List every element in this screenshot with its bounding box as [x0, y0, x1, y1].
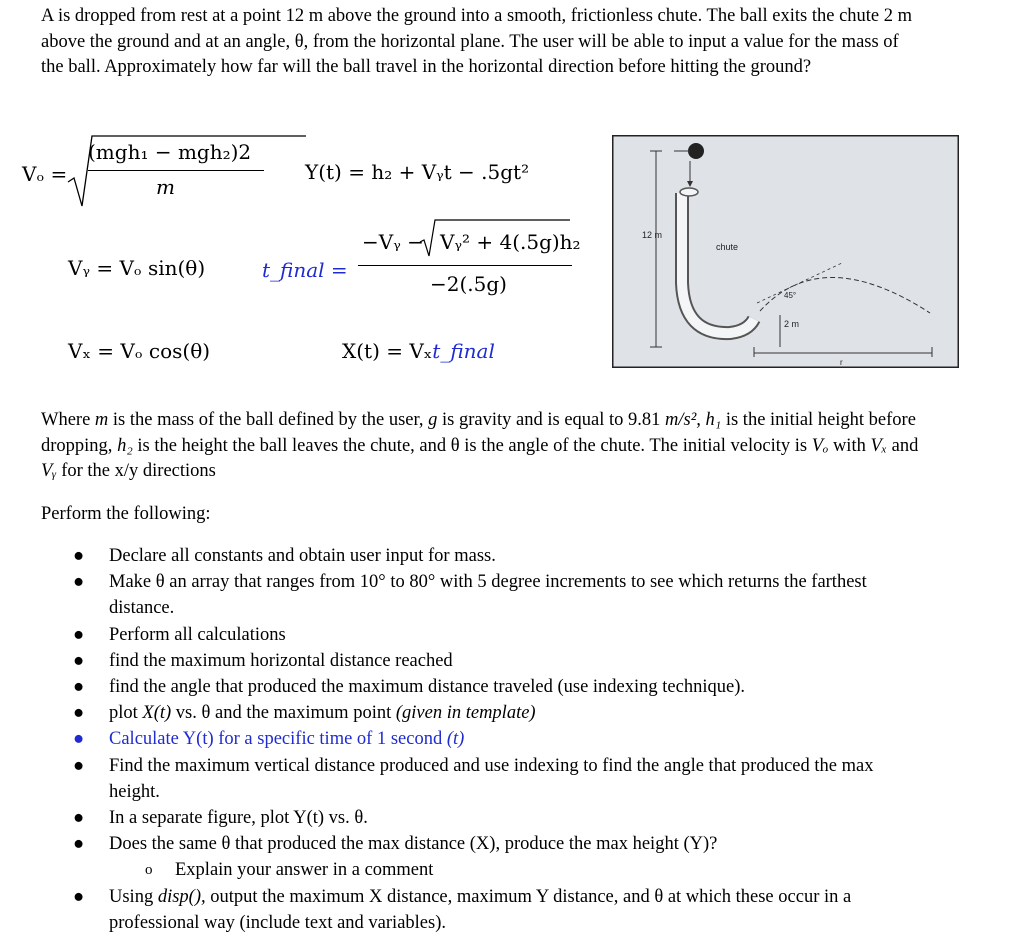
vx-equation: Vₓ = Vₒ cos(θ): [68, 339, 211, 363]
exit-height-label: 2 m: [784, 319, 800, 329]
sub-list-item: o Explain your answer in a comment: [145, 860, 434, 881]
tfinal-lhs: t_final =: [262, 258, 348, 282]
tfinal-num-root: Vᵧ² + 4(.5g)h₂: [440, 230, 581, 254]
tfinal-num-a: −Vᵧ −: [362, 230, 424, 254]
tfinal-fraction-bar: [358, 265, 572, 266]
xt-equation: [342, 339, 495, 363]
ball-icon: [688, 143, 704, 159]
vo-lhs: Vₒ =: [22, 162, 68, 186]
height-label: 12 m: [642, 230, 663, 240]
tfinal-equation: [262, 218, 582, 298]
vo-numerator: (mgh₁ − mgh₂)2: [88, 140, 252, 164]
perform-heading: Perform the following:: [41, 504, 211, 524]
tfinal-denominator: −2(.5g): [430, 272, 507, 296]
range-label: r: [840, 358, 843, 367]
definitions-paragraph: Where m is the mass of the ball defined by the user, g is gravity and is equal to 9.81 m/s², h₁ is the initial height before dropping, h₂ is the height the ball leaves the chute, and θ is the angle of the chute. The initial velocity is Vₒ with Vₓ and Vᵧ for the x/y directions: [41, 410, 919, 481]
list-item: ● Perform all calculations: [73, 624, 286, 645]
list-item: ● Make θ an array that ranges from 10° to 80° with 5 degree increments to see which returns the farthest distance.: [73, 572, 867, 619]
vo-denominator: m: [156, 175, 175, 199]
list-item: ● plot X(t) vs. θ and the maximum point (given in template): [73, 703, 536, 724]
list-item: ● find the angle that produced the maximum distance traveled (use indexing technique).: [73, 677, 745, 698]
vy-equation: Vᵧ = Vₒ sin(θ): [68, 256, 206, 280]
list-item: ● find the maximum horizontal distance reached: [73, 650, 453, 671]
task-list: [73, 543, 899, 936]
yt-equation: Y(t) = h₂ + Vᵧt − .5gt²: [305, 160, 530, 184]
list-item: ● Find the maximum vertical distance produced and use indexing to find the angle that produced the max height.: [73, 755, 874, 802]
list-item: ● In a separate figure, plot Y(t) vs. θ.: [73, 808, 368, 829]
list-item: ● Using disp(), output the maximum X distance, maximum Y distance, and θ at which these occur in a professional way (include text and variables).: [73, 886, 852, 933]
chute-label: chute: [716, 242, 739, 252]
list-item: ● Does the same θ that produced the max distance (X), produce the max height (Y)?: [73, 834, 718, 855]
xt-lhs: X(t) = Vₓ: [342, 339, 433, 363]
chute-diagram: [612, 135, 959, 368]
angle-label: 45°: [784, 291, 797, 300]
list-item: ● Declare all constants and obtain user input for mass.: [73, 546, 496, 566]
vo-fraction-bar: [88, 170, 264, 171]
xt-tfinal: t_final: [432, 339, 495, 363]
list-item: ● Calculate Y(t) for a specific time of 1 second (t): [73, 729, 465, 750]
problem-statement: A is dropped from rest at a point 12 m above the ground into a smooth, frictionless chute. The ball exits the chute 2 m above the ground and at an angle, θ, from the horizontal plane. The user will be able to input a value for the mass of the ball. Approximately how far will the ball travel in the horizontal direction before hitting the ground?: [41, 6, 913, 77]
